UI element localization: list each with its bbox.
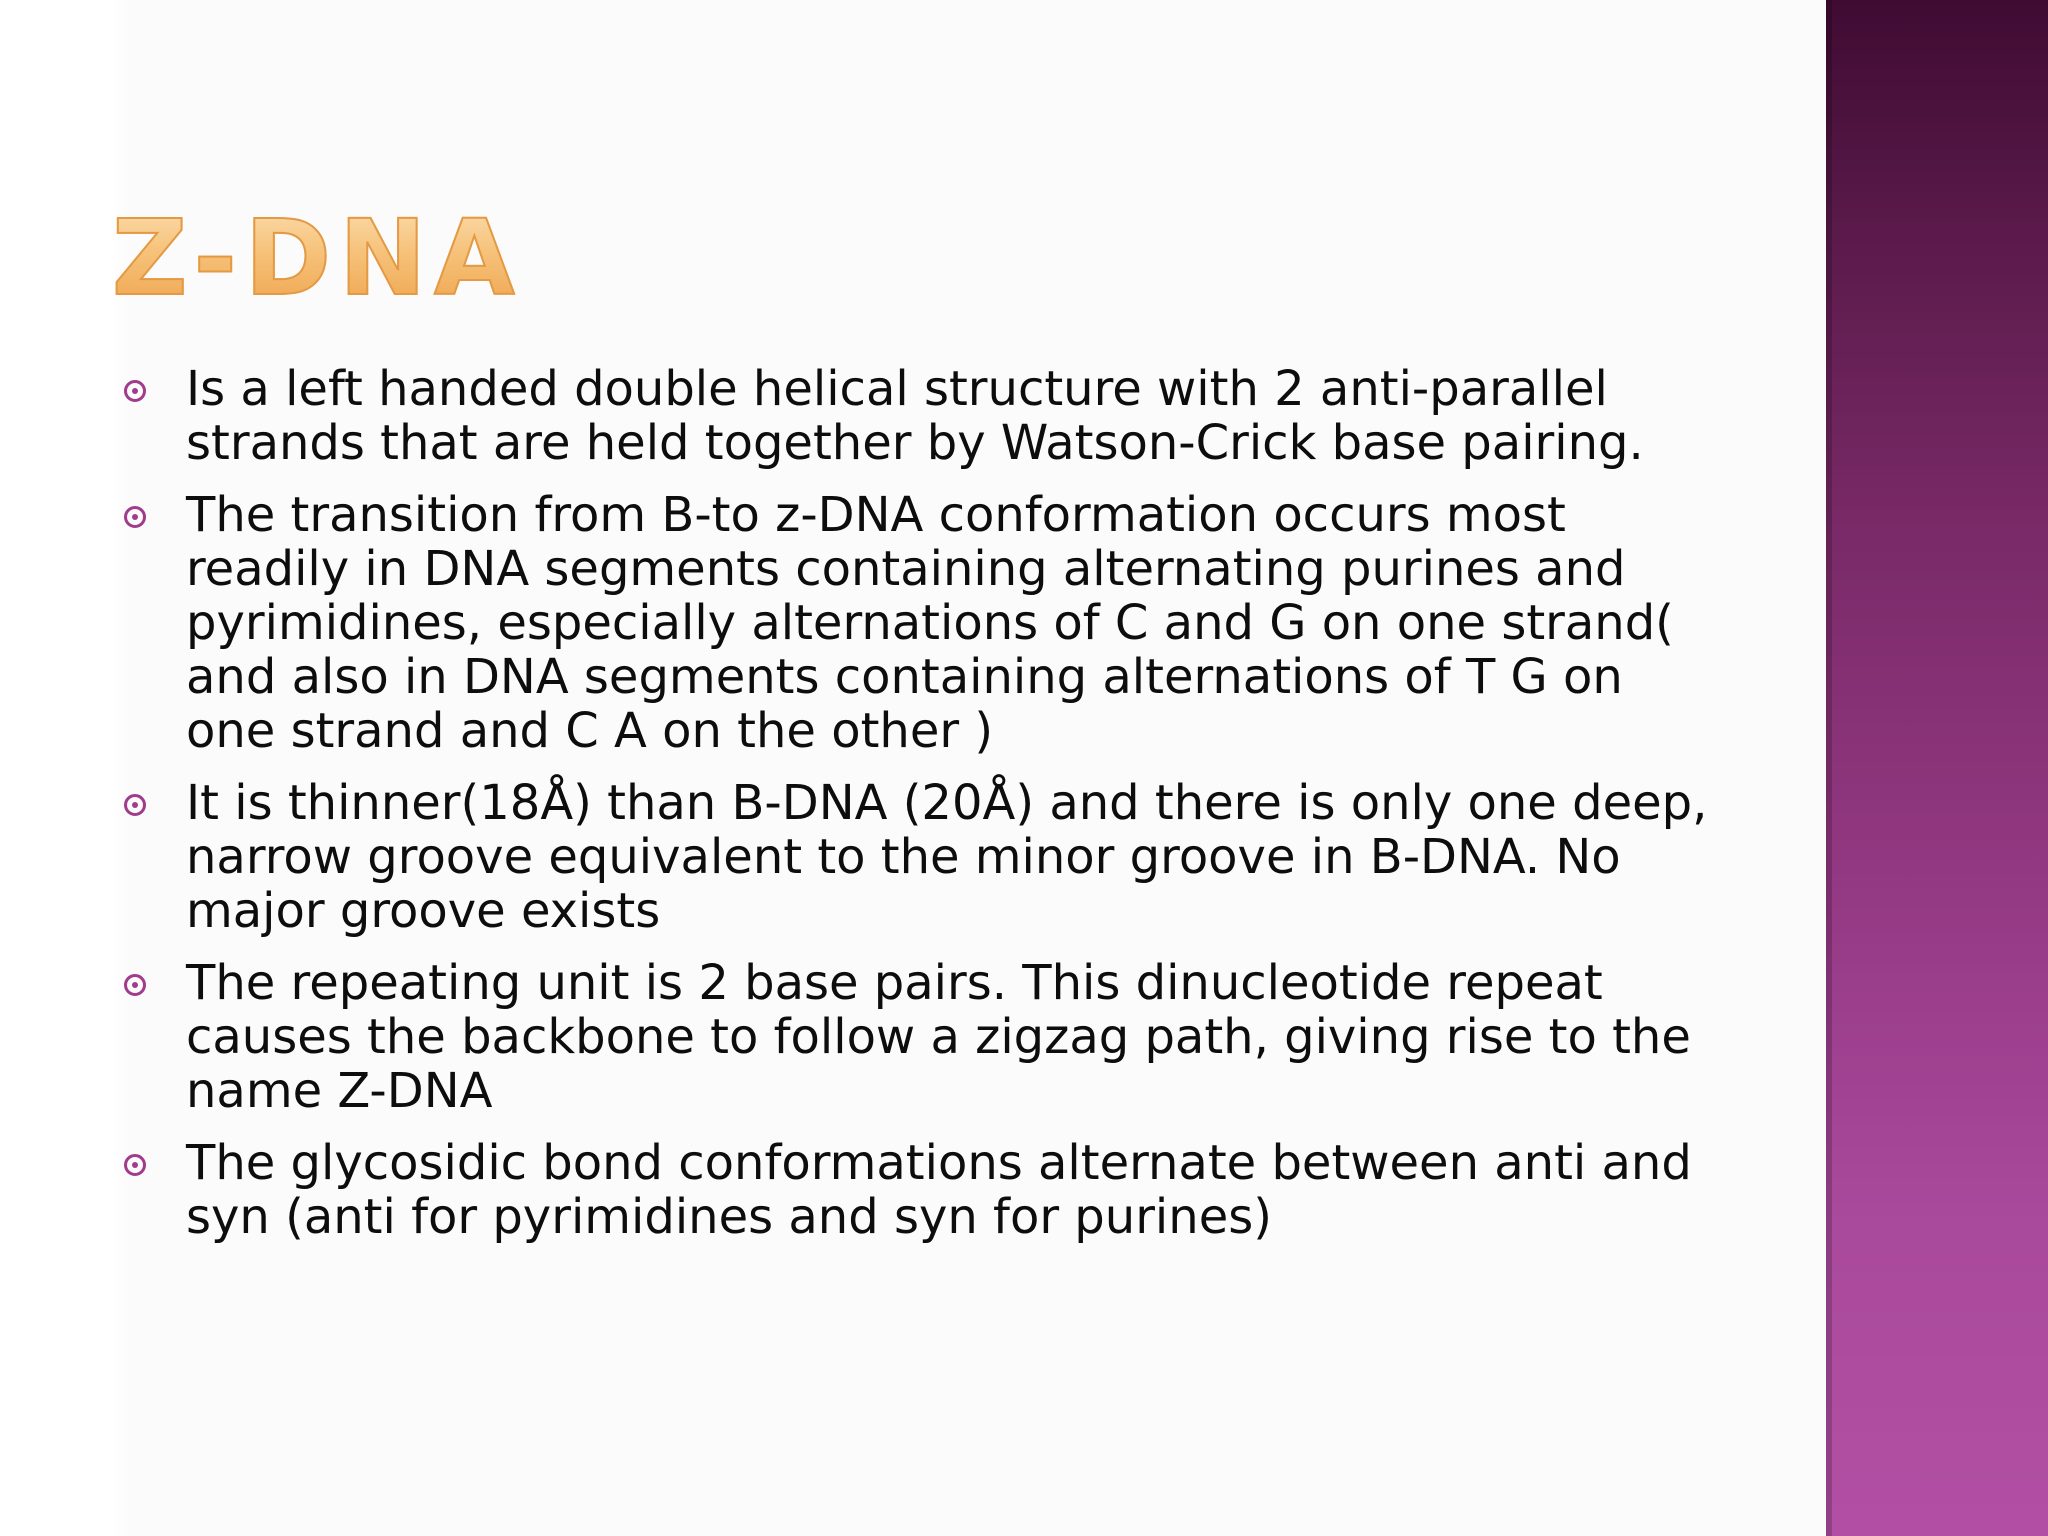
circled-dot-bullet-icon (124, 974, 146, 996)
bullet-item (124, 362, 1724, 470)
bullet-text: The transition from B-to z-DNA conformation occurs most readily in DNA segments containing alternating purines and pyrimidines, especially alternations of C and G on one strand( and also in DNA segments containing alternations of T G on one strand and C A on the other ) (186, 487, 1674, 759)
circled-dot-bullet-icon (124, 1154, 146, 1176)
bullet-list (124, 362, 1724, 1262)
bullet-item (124, 488, 1724, 758)
bullet-text: It is thinner(18Å) than B-DNA (20Å) and there is only one deep, narrow groove equivalent to the minor groove in B-DNA. No major groove exists (186, 775, 1708, 939)
circled-dot-bullet-icon (124, 380, 146, 402)
circled-dot-bullet-icon (124, 506, 146, 528)
bullet-text: The glycosidic bond conformations alternate between anti and syn (anti for pyrimidines and syn for purines) (186, 1135, 1692, 1245)
circled-dot-bullet-icon (124, 794, 146, 816)
decorative-side-band (1826, 0, 2048, 1536)
slide-title: Z-DNA (112, 197, 523, 319)
bullet-item (124, 956, 1724, 1118)
bullet-item (124, 1136, 1724, 1244)
bullet-text: The repeating unit is 2 base pairs. This dinucleotide repeat causes the backbone to follow a zigzag path, giving rise to the name Z-DNA (186, 955, 1691, 1119)
bullet-item (124, 776, 1724, 938)
bullet-text: Is a left handed double helical structure with 2 anti-parallel strands that are held together by Watson-Crick base pairing. (186, 361, 1644, 471)
